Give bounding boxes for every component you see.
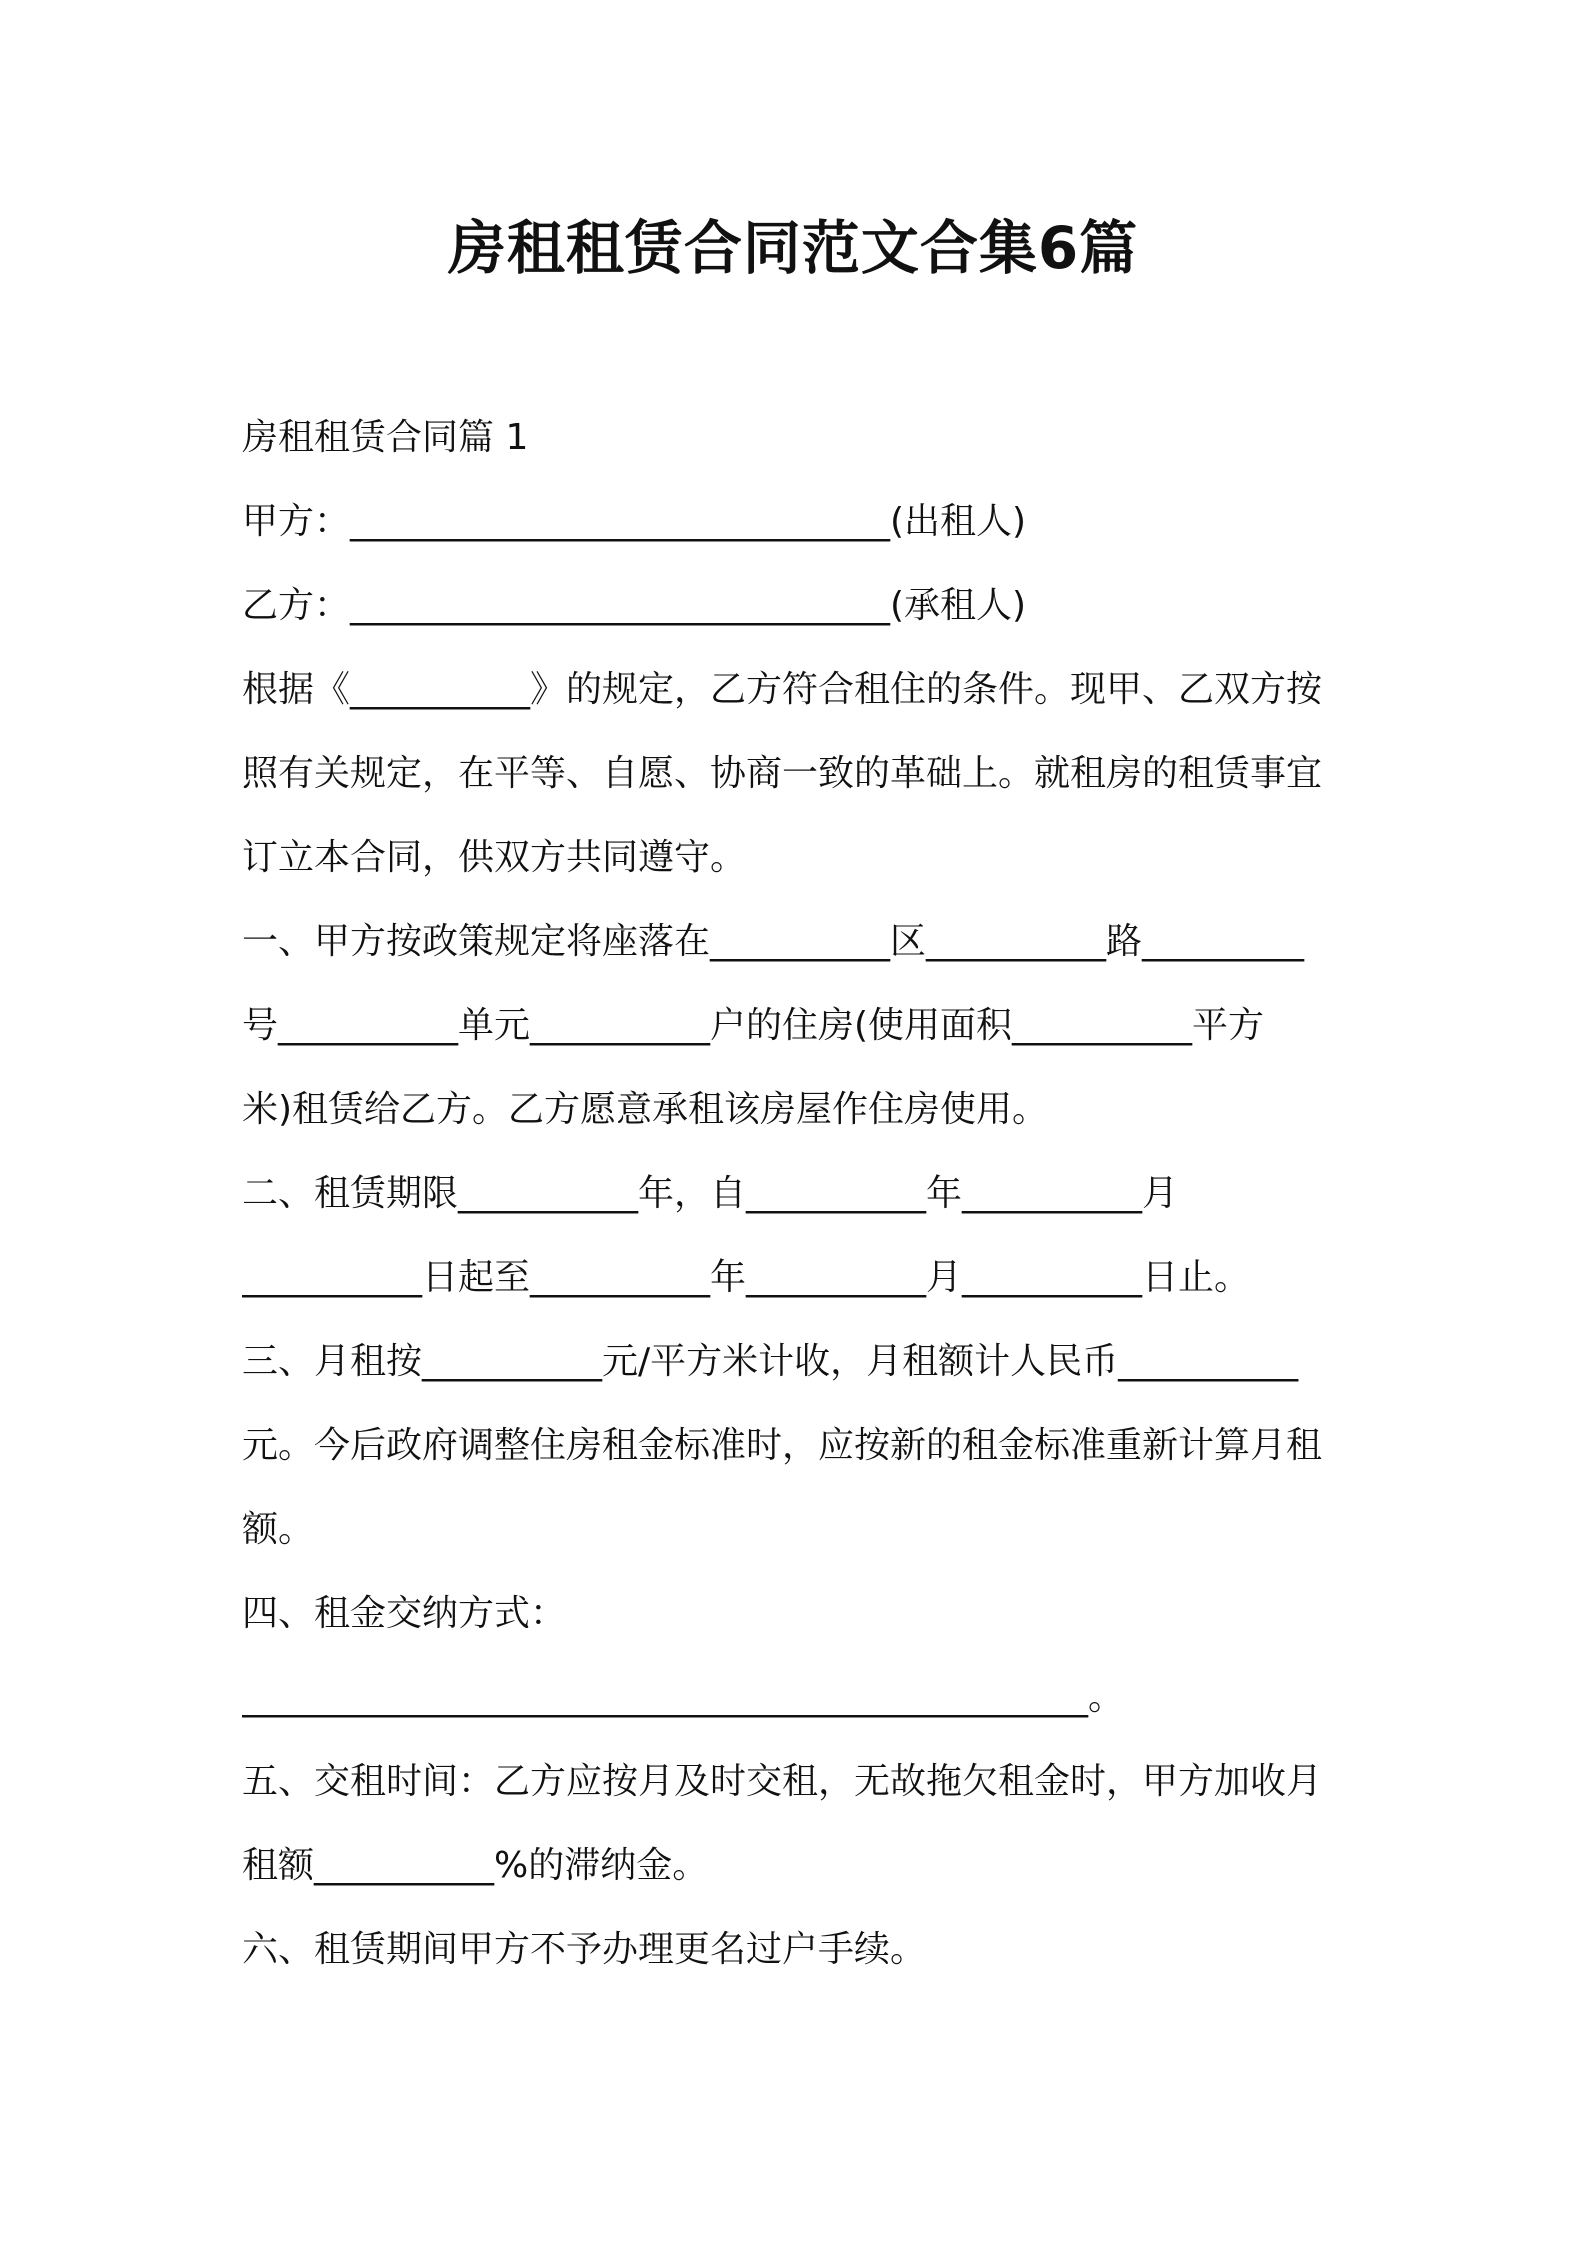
- clause-line: 额。: [242, 1509, 315, 1550]
- clause-line: 六、租赁期间甲方不予办理更名过户手续。: [242, 1929, 927, 1970]
- party-b-line: 乙方：______________________________(承租人): [242, 585, 1027, 626]
- clause-line: 三、月租按__________元/平方米计收，月租额计人民币__________: [242, 1341, 1299, 1382]
- blank-line: _______________________________________________。: [242, 1677, 1124, 1718]
- party-a-line: 甲方：______________________________(出租人): [242, 501, 1027, 542]
- document-title: 房租租赁合同范文合集6篇: [447, 214, 1139, 282]
- paragraph-line: 订立本合同，供双方共同遵守。: [242, 837, 747, 878]
- paragraph-line: 根据《__________》的规定，乙方符合租住的条件。现甲、乙双方按: [242, 669, 1323, 710]
- clause-line: 五、交租时间：乙方应按月及时交租，无故拖欠租金时，甲方加收月: [242, 1761, 1323, 1802]
- section-heading: 房租租赁合同篇 1: [242, 417, 529, 458]
- clause-line: 租额__________%的滞纳金。: [242, 1845, 709, 1886]
- clause-line: __________日起至__________年__________月__________日止。: [242, 1257, 1251, 1298]
- paragraph-line: 照有关规定，在平等、自愿、协商一致的革础上。就租房的租赁事宜: [242, 753, 1323, 794]
- clause-line: 号__________单元__________户的住房(使用面积__________平方: [242, 1005, 1265, 1046]
- clause-line: 米)租赁给乙方。乙方愿意承租该房屋作住房使用。: [242, 1089, 1049, 1130]
- clause-line: 元。今后政府调整住房租金标准时，应按新的租金标准重新计算月租: [242, 1425, 1323, 1466]
- clause-line: 四、租金交纳方式：: [242, 1593, 567, 1634]
- clause-line: 二、租赁期限__________年，自__________年__________月: [242, 1173, 1179, 1214]
- clause-line: 一、甲方按政策规定将座落在__________区__________路_________: [242, 921, 1305, 962]
